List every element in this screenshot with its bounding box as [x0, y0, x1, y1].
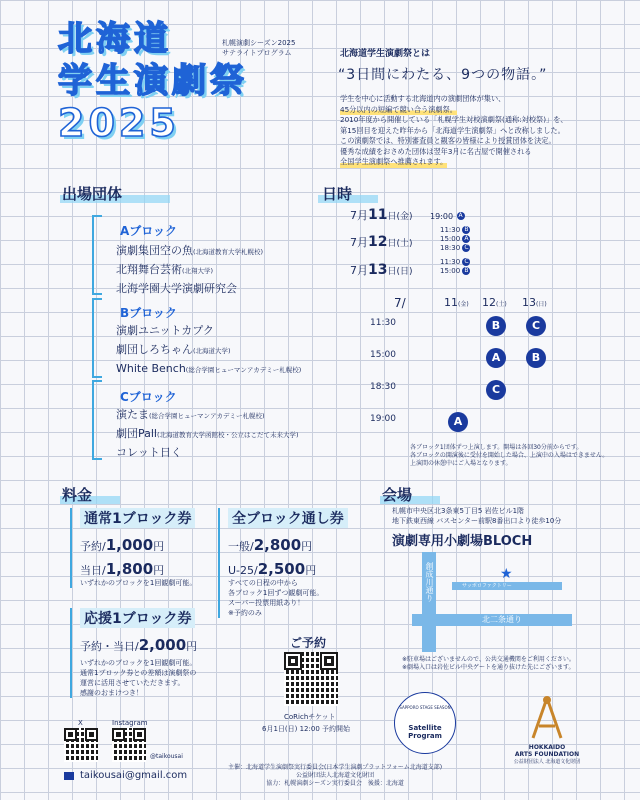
- list-item: 北翔舞台芸術(北翔大学): [116, 263, 214, 276]
- title-line-2: 学生演劇祭: [58, 61, 248, 101]
- block-a-list: [116, 242, 263, 299]
- schedule-heading: 日時: [322, 185, 353, 203]
- block-b-list: [116, 322, 301, 379]
- row-1500: 15:00: [370, 350, 396, 360]
- subtitle-line-1: 札幌演劇シーズン2025: [222, 39, 296, 47]
- schedule-day-3-times: 11:30 C 15:00 B: [440, 258, 469, 275]
- desc-line: この演劇祭では、特別審査員と観客の皆様により授賞団体を決定。: [340, 136, 556, 145]
- col-13: 13(日): [522, 296, 547, 309]
- list-item: コレット日く: [116, 446, 182, 459]
- desc-line: 学生を中心に活動する北海道内の演劇団体が集い、: [340, 94, 506, 103]
- schedule-day-1: 7月11日(金) 19:00 A: [350, 207, 463, 223]
- festival-title: [58, 18, 248, 144]
- list-item: 北海学園大学演劇研究会: [116, 282, 237, 295]
- reservation-qr[interactable]: [284, 652, 338, 706]
- corich-label[interactable]: CoRichチケット: [284, 713, 336, 721]
- venue-map: [412, 552, 572, 652]
- instagram-label: Instagram: [112, 719, 148, 727]
- regular-title: 通常1ブロック券: [80, 508, 195, 528]
- block-c-label: Cブロック: [120, 390, 177, 404]
- email-link[interactable]: taikousai@gmail.com: [80, 770, 188, 781]
- subtitle: [222, 38, 295, 58]
- regular-ticket: [70, 508, 220, 588]
- schedule-day-2-times: 11:30 B 15:00 A 18:30 C: [440, 226, 469, 252]
- timetable: [370, 296, 560, 436]
- x-label: X: [78, 719, 83, 727]
- title-line-1: 北海道: [58, 19, 172, 59]
- venue-name: 演劇専用小劇場BLOCH: [392, 534, 533, 549]
- reservation-open: 6月1日(日) 12:00 予約開始: [262, 725, 350, 733]
- venue-address: 札幌市中央区北3条東5丁目5 岩佐ビル1階 地下鉄東西線 バスセンター前駅8番出口より徒歩10分: [392, 507, 562, 525]
- list-item: 劇団Pall(北海道教育大学函館校・公立はこだて未来大学): [116, 427, 299, 440]
- all-title: 全ブロック通し券: [228, 508, 348, 528]
- list-item: 劇団しろちゃん(北海道大学): [116, 343, 231, 356]
- street-factory: サッポロファクトリー: [462, 583, 512, 589]
- support-price: 予約・当日/2,000円: [80, 636, 198, 654]
- foundation-jp: 公益財団法人 北海道文化財団: [513, 759, 581, 765]
- timetable-cell: C: [486, 380, 506, 400]
- list-item: White Bench(総合学園ヒューマンアカデミー札幌校): [116, 362, 302, 375]
- desc-line: 45分以内の短編で競い合う演劇祭。: [340, 104, 457, 114]
- col-12: 12(土): [482, 296, 507, 309]
- tagline: “3日間にわたる、9つの物語。”: [338, 67, 548, 83]
- satellite-top: SAPPORO STAGE SEASON: [399, 705, 451, 710]
- row-1830: 18:30: [370, 382, 396, 392]
- satellite-text: Satellite Program: [408, 724, 442, 740]
- venue-star-icon: ★: [500, 566, 513, 582]
- footer-credits: 主催：北海道学生演劇祭実行委員会(日本学生演劇プラットフォーム北海道支部) 公益財団法人北海道文化財団 協力：札幌演劇シーズン実行委員会 後援：北海道: [228, 764, 443, 787]
- title-line-3: 2025: [58, 101, 180, 145]
- foundation-mark-icon: [527, 696, 567, 740]
- schedule-day-3: 7月13日(日): [350, 262, 413, 278]
- street-sosei: 創成川通り: [425, 562, 434, 602]
- about-description: [340, 94, 630, 168]
- instagram-handle: @taikousai: [150, 753, 183, 760]
- support-notes: いずれかのブロックを1回観劇可能。 通常1ブロック券との差額は演劇祭の 運営に活用させていただきます。 感謝のおまけつき！: [80, 659, 197, 697]
- venue-notes: ※駐車場はございませんので、公共交通機関をご利用ください。 ※劇場入口は岩佐ビル中央ゲートを通り抜けた先にございます。: [402, 656, 575, 671]
- foundation-text: HOKKAIDO ARTS FOUNDATION: [514, 744, 580, 758]
- schedule-day-2: 7月12日(土): [350, 234, 413, 250]
- support-ticket: [70, 608, 250, 698]
- list-item: 演劇集団空の魚(北海道教育大学札幌校): [116, 244, 264, 257]
- timetable-cell: A: [448, 412, 468, 432]
- all-u25: U-25/2,500円: [228, 560, 317, 578]
- satellite-program-logo: [394, 692, 456, 754]
- venue-heading: 会場: [382, 486, 413, 504]
- all-gen: 一般/2,800円: [228, 536, 313, 554]
- all-notes: すべての日程の中から 各ブロック1回ずつ観劇可能。 スーパー投票用紙あり！ ※予約のみ: [228, 579, 324, 617]
- regular-note: いずれかのブロックを1回観劇可能。: [80, 579, 197, 587]
- row-1900: 19:00: [370, 414, 396, 424]
- foundation-logo: [502, 696, 592, 765]
- block-b-label: Bブロック: [120, 306, 177, 320]
- reservation-heading: ご予約: [290, 636, 327, 650]
- regular-adv: 予約/1,000円: [80, 536, 165, 554]
- desc-line: 全国学生演劇祭へ推薦されます。: [340, 157, 448, 166]
- list-item: 演劇ユニットカプク: [116, 324, 214, 337]
- desc-line: 2010年度から開催している「札幌学生対校演劇祭(通称:対校祭)」を、: [340, 115, 568, 124]
- row-1130: 11:30: [370, 318, 396, 328]
- all-ticket: [218, 508, 368, 618]
- about-label: 北海道学生演劇祭とは: [340, 49, 431, 59]
- desc-line: 優秀な成績をおさめた団体は翌年3月に名古屋で開催される: [340, 146, 532, 156]
- street-kita2: 北二条通り: [482, 615, 522, 624]
- timetable-cell: B: [486, 316, 506, 336]
- support-title: 応援1ブロック券: [80, 608, 195, 628]
- mail-icon: [64, 772, 74, 780]
- instagram-qr[interactable]: [112, 728, 146, 762]
- pricing-heading: 料金: [62, 486, 93, 504]
- list-item: 演たま(総合学園ヒューマンアカデミー札幌校): [116, 408, 265, 421]
- timetable-cell: C: [526, 316, 546, 336]
- regular-door: 当日/1,800円: [80, 560, 165, 578]
- subtitle-line-2: サテライトプログラム: [222, 49, 292, 57]
- block-a-label: Aブロック: [120, 224, 178, 238]
- desc-line: 第15回目を迎えた昨年から「北海道学生演劇祭」へと改称しました。: [340, 125, 565, 135]
- col-11: 11(金): [444, 296, 469, 309]
- timetable-corner: 7/: [394, 296, 406, 310]
- timetable-cell: A: [486, 348, 506, 368]
- schedule-notes: 各ブロック1団体ずつ上演します。開場は各回30分前からです。 各ブロックの開演後に受付を開始した場合、上演中の入場はできません。 上演間の休憩中にご入場となります。: [410, 444, 609, 467]
- block-c-list: [116, 406, 299, 463]
- timetable-cell: B: [526, 348, 546, 368]
- troupes-heading: 出場団体: [62, 185, 123, 203]
- x-qr[interactable]: [64, 728, 98, 762]
